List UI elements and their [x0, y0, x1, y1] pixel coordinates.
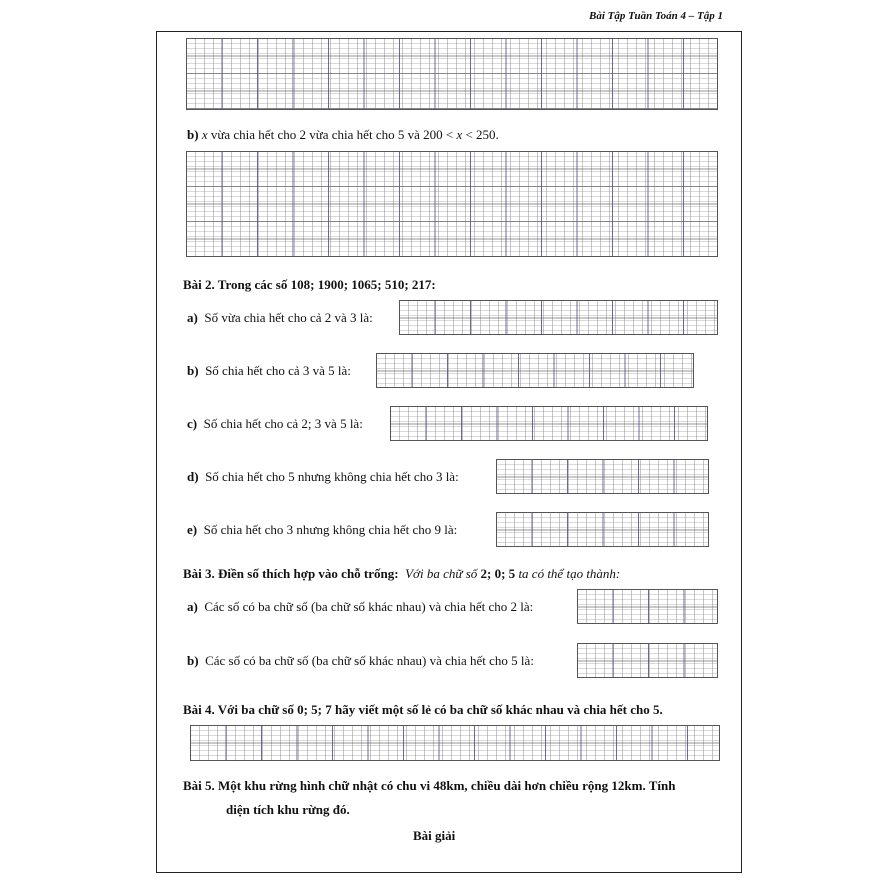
ex1b-text2: < 250. [462, 127, 499, 142]
ex1b-line [187, 127, 499, 143]
ex2e-text: Số chia hết cho 3 nhưng không chia hết cho 9 là: [203, 522, 458, 537]
answer-grid-2d [496, 459, 709, 494]
ex1b-var2: x [456, 127, 463, 142]
ex1b-text: vừa chia hết cho 2 vừa chia hết cho 5 và 200 < [207, 127, 457, 142]
answer-grid-3a [577, 589, 718, 624]
ex2b-line [187, 363, 351, 379]
ex2c-label: c) [187, 416, 198, 431]
ex4-title: Bài 4. Với ba chữ số 0; 5; 7 hãy viết một số lẻ có ba chữ số khác nhau và chia hết cho 5. [183, 702, 663, 717]
ex3-hint-digits: 2; 0; 5 [480, 566, 516, 581]
writing-grid-1a [186, 38, 718, 110]
ex3a-line [187, 599, 533, 615]
ex2d-line [187, 469, 459, 485]
ex5-line2: diện tích khu rừng đó. [226, 802, 350, 817]
writing-grid-4 [190, 725, 720, 761]
ex3-title-line [183, 566, 620, 582]
answer-grid-3b [577, 643, 718, 678]
writing-grid-1b [186, 151, 718, 257]
ex3b-line [187, 653, 534, 669]
ex2c-text: Số chia hết cho cả 2; 3 và 5 là: [203, 416, 363, 431]
ex5-solution-heading: Bài giải [413, 828, 456, 843]
ex2a-line [187, 310, 373, 326]
ex2d-label: d) [187, 469, 199, 484]
ex2a-label: a) [187, 310, 198, 325]
ex2e-line [187, 522, 457, 538]
ex3b-text: Các số có ba chữ số (ba chữ số khác nhau) và chia hết cho 5 là: [205, 653, 534, 668]
ex3-hint-pre: Với ba chữ số [405, 566, 478, 581]
ex2b-label: b) [187, 363, 199, 378]
ex3a-text: Các số có ba chữ số (ba chữ số khác nhau) và chia hết cho 2 là: [204, 599, 534, 614]
ex2d-text: Số chia hết cho 5 nhưng không chia hết cho 3 là: [205, 469, 459, 484]
ex1b-var: x [201, 127, 208, 142]
answer-grid-2a [399, 300, 718, 335]
ex3b-label: b) [187, 653, 199, 668]
ex2a-text: Số vừa chia hết cho cả 2 và 3 là: [204, 310, 373, 325]
answer-grid-2b [376, 353, 694, 388]
ex5-line1: Bài 5. Một khu rừng hình chữ nhật có chu vi 48km, chiều dài hơn chiều rộng 12km. Tính [183, 778, 676, 793]
ex3a-label: a) [187, 599, 198, 614]
ex2b-text: Số chia hết cho cả 3 và 5 là: [205, 363, 351, 378]
answer-grid-2c [390, 406, 708, 441]
ex3-title: Bài 3. Điền số thích hợp vào chỗ trống: [183, 566, 399, 581]
ex2e-label: e) [187, 522, 198, 537]
ex1b-label: b) [187, 127, 199, 142]
ex2c-line [187, 416, 363, 432]
ex2-title: Bài 2. Trong các số 108; 1900; 1065; 510; 217: [183, 277, 436, 292]
answer-grid-2e [496, 512, 709, 547]
page-header: Bài Tập Tuần Toán 4 – Tập 1 [589, 10, 723, 22]
ex3-hint-post: ta có thể tạo thành: [518, 566, 621, 581]
